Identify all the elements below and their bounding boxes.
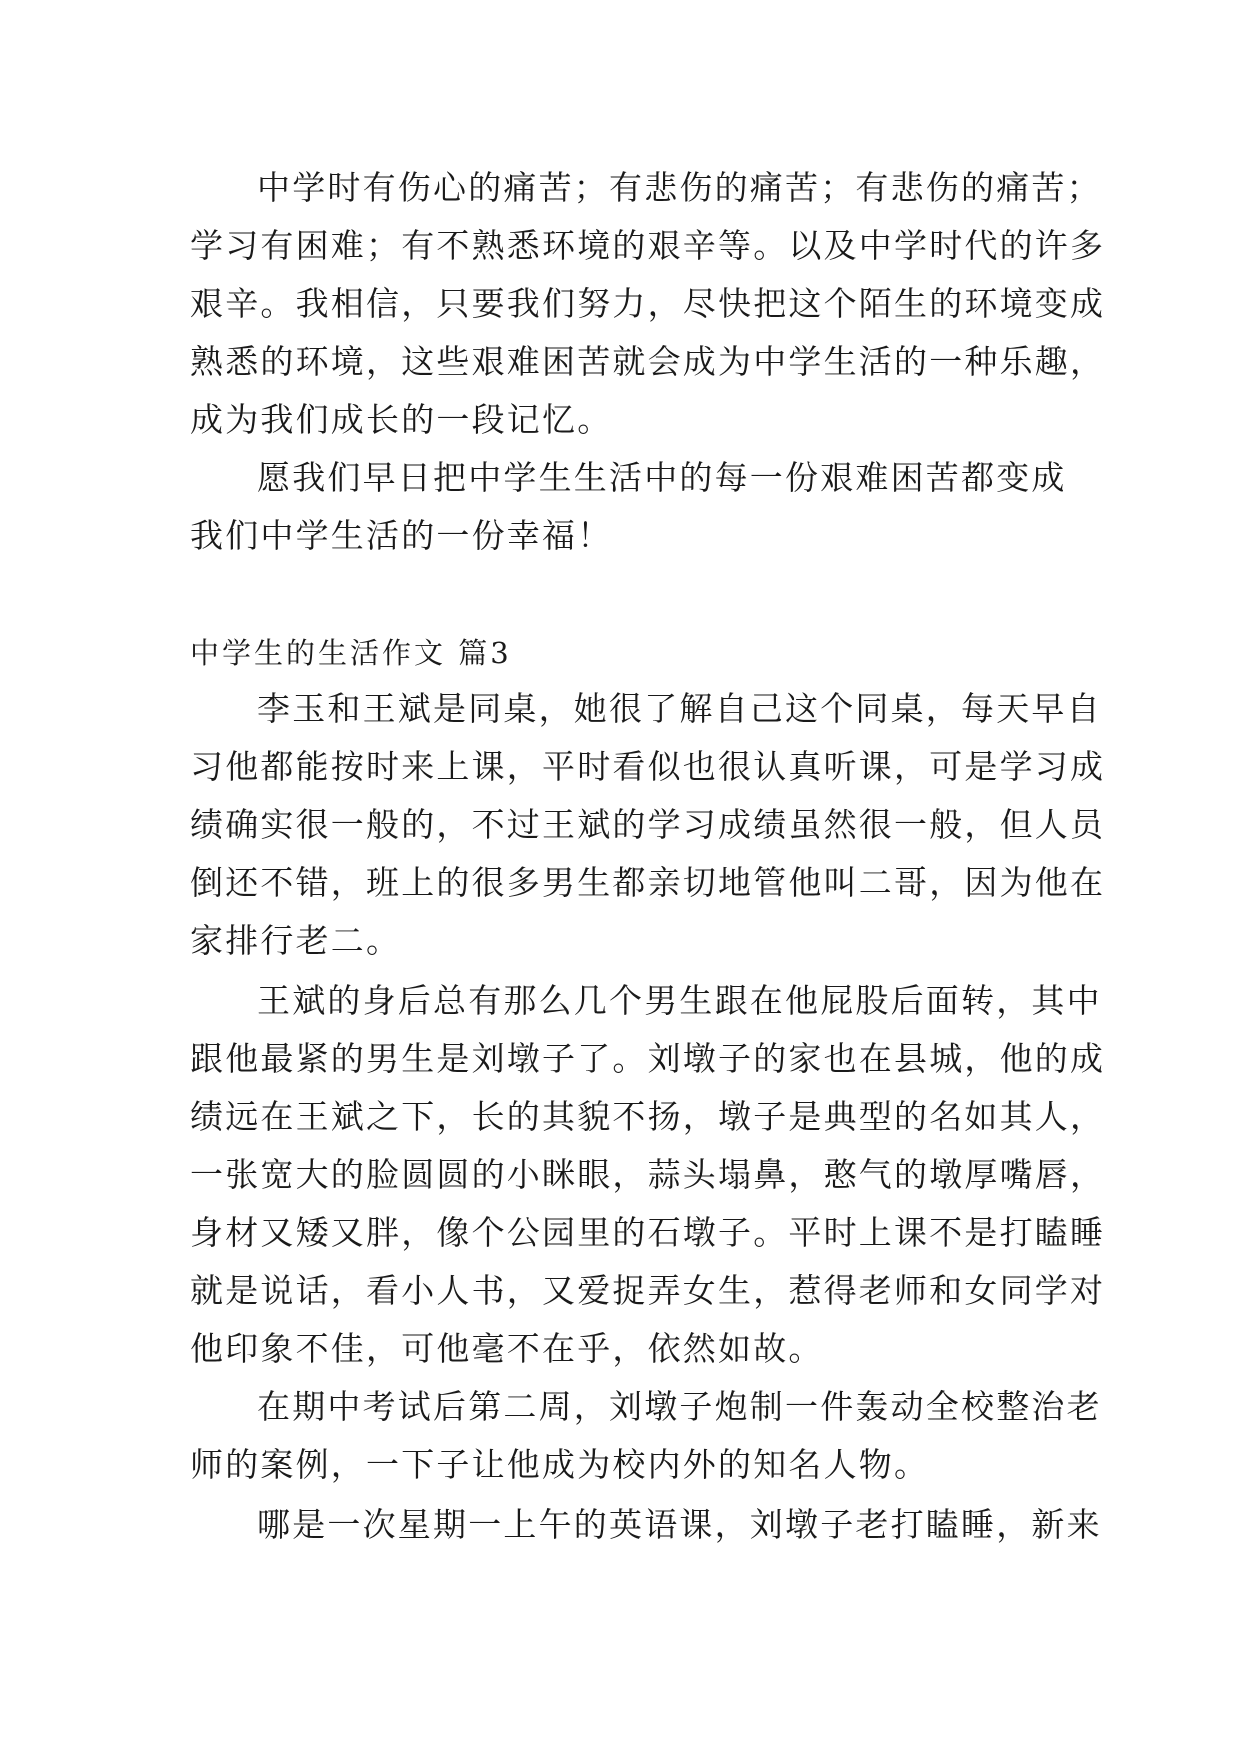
paragraph-3-line-1: 李玉和王斌是同桌，她很了解自己这个同桌，每天早自 — [257, 689, 1102, 728]
paragraph-4-line-2: 跟他最紧的男生是刘墩子了。刘墩子的家也在县城，他的成 — [190, 1039, 1106, 1078]
paragraph-3-line-3: 绩确实很一般的，不过王斌的学习成绩虽然很一般，但人员 — [190, 805, 1106, 844]
paragraph-4-line-1: 王斌的身后总有那么几个男生跟在他屁股后面转，其中 — [257, 981, 1102, 1020]
paragraph-3-line-4: 倒还不错，班上的很多男生都亲切地管他叫二哥，因为他在 — [190, 863, 1106, 902]
section-heading: 中学生的生活作文 篇3 — [190, 636, 512, 670]
paragraph-5-line-1: 在期中考试后第二周，刘墩子炮制一件轰动全校整治老 — [257, 1387, 1102, 1426]
paragraph-1-line-4: 熟悉的环境，这些艰难困苦就会成为中学生活的一种乐趣， — [190, 342, 1106, 381]
paragraph-1-line-3: 艰辛。我相信，只要我们努力，尽快把这个陌生的环境变成 — [190, 284, 1106, 323]
paragraph-2-line-1: 愿我们早日把中学生生活中的每一份艰难困苦都变成 — [257, 458, 1067, 497]
paragraph-3-line-2: 习他都能按时来上课，平时看似也很认真听课，可是学习成 — [190, 747, 1106, 786]
paragraph-6-line-1: 哪是一次星期一上午的英语课，刘墩子老打瞌睡，新来 — [257, 1505, 1102, 1544]
paragraph-5-line-2: 师的案例，一下子让他成为校内外的知名人物。 — [190, 1445, 930, 1484]
paragraph-4-line-7: 他印象不佳，可他毫不在乎，依然如故。 — [190, 1329, 824, 1368]
paragraph-4-line-3: 绩远在王斌之下，长的其貌不扬，墩子是典型的名如其人， — [190, 1097, 1106, 1136]
paragraph-1-line-5: 成为我们成长的一段记忆。 — [190, 400, 613, 439]
paragraph-4-line-4: 一张宽大的脸圆圆的小眯眼，蒜头塌鼻，憨气的墩厚嘴唇， — [190, 1155, 1106, 1194]
paragraph-3-line-5: 家排行老二。 — [190, 921, 402, 960]
paragraph-2-line-2: 我们中学生活的一份幸福！ — [190, 516, 613, 555]
paragraph-1-line-1: 中学时有伤心的痛苦；有悲伤的痛苦；有悲伤的痛苦； — [257, 168, 1102, 207]
paragraph-4-line-6: 就是说话，看小人书，又爱捉弄女生，惹得老师和女同学对 — [190, 1271, 1106, 1310]
paragraph-1-line-2: 学习有困难；有不熟悉环境的艰辛等。以及中学时代的许多 — [190, 226, 1106, 265]
paragraph-4-line-5: 身材又矮又胖，像个公园里的石墩子。平时上课不是打瞌睡 — [190, 1213, 1106, 1252]
